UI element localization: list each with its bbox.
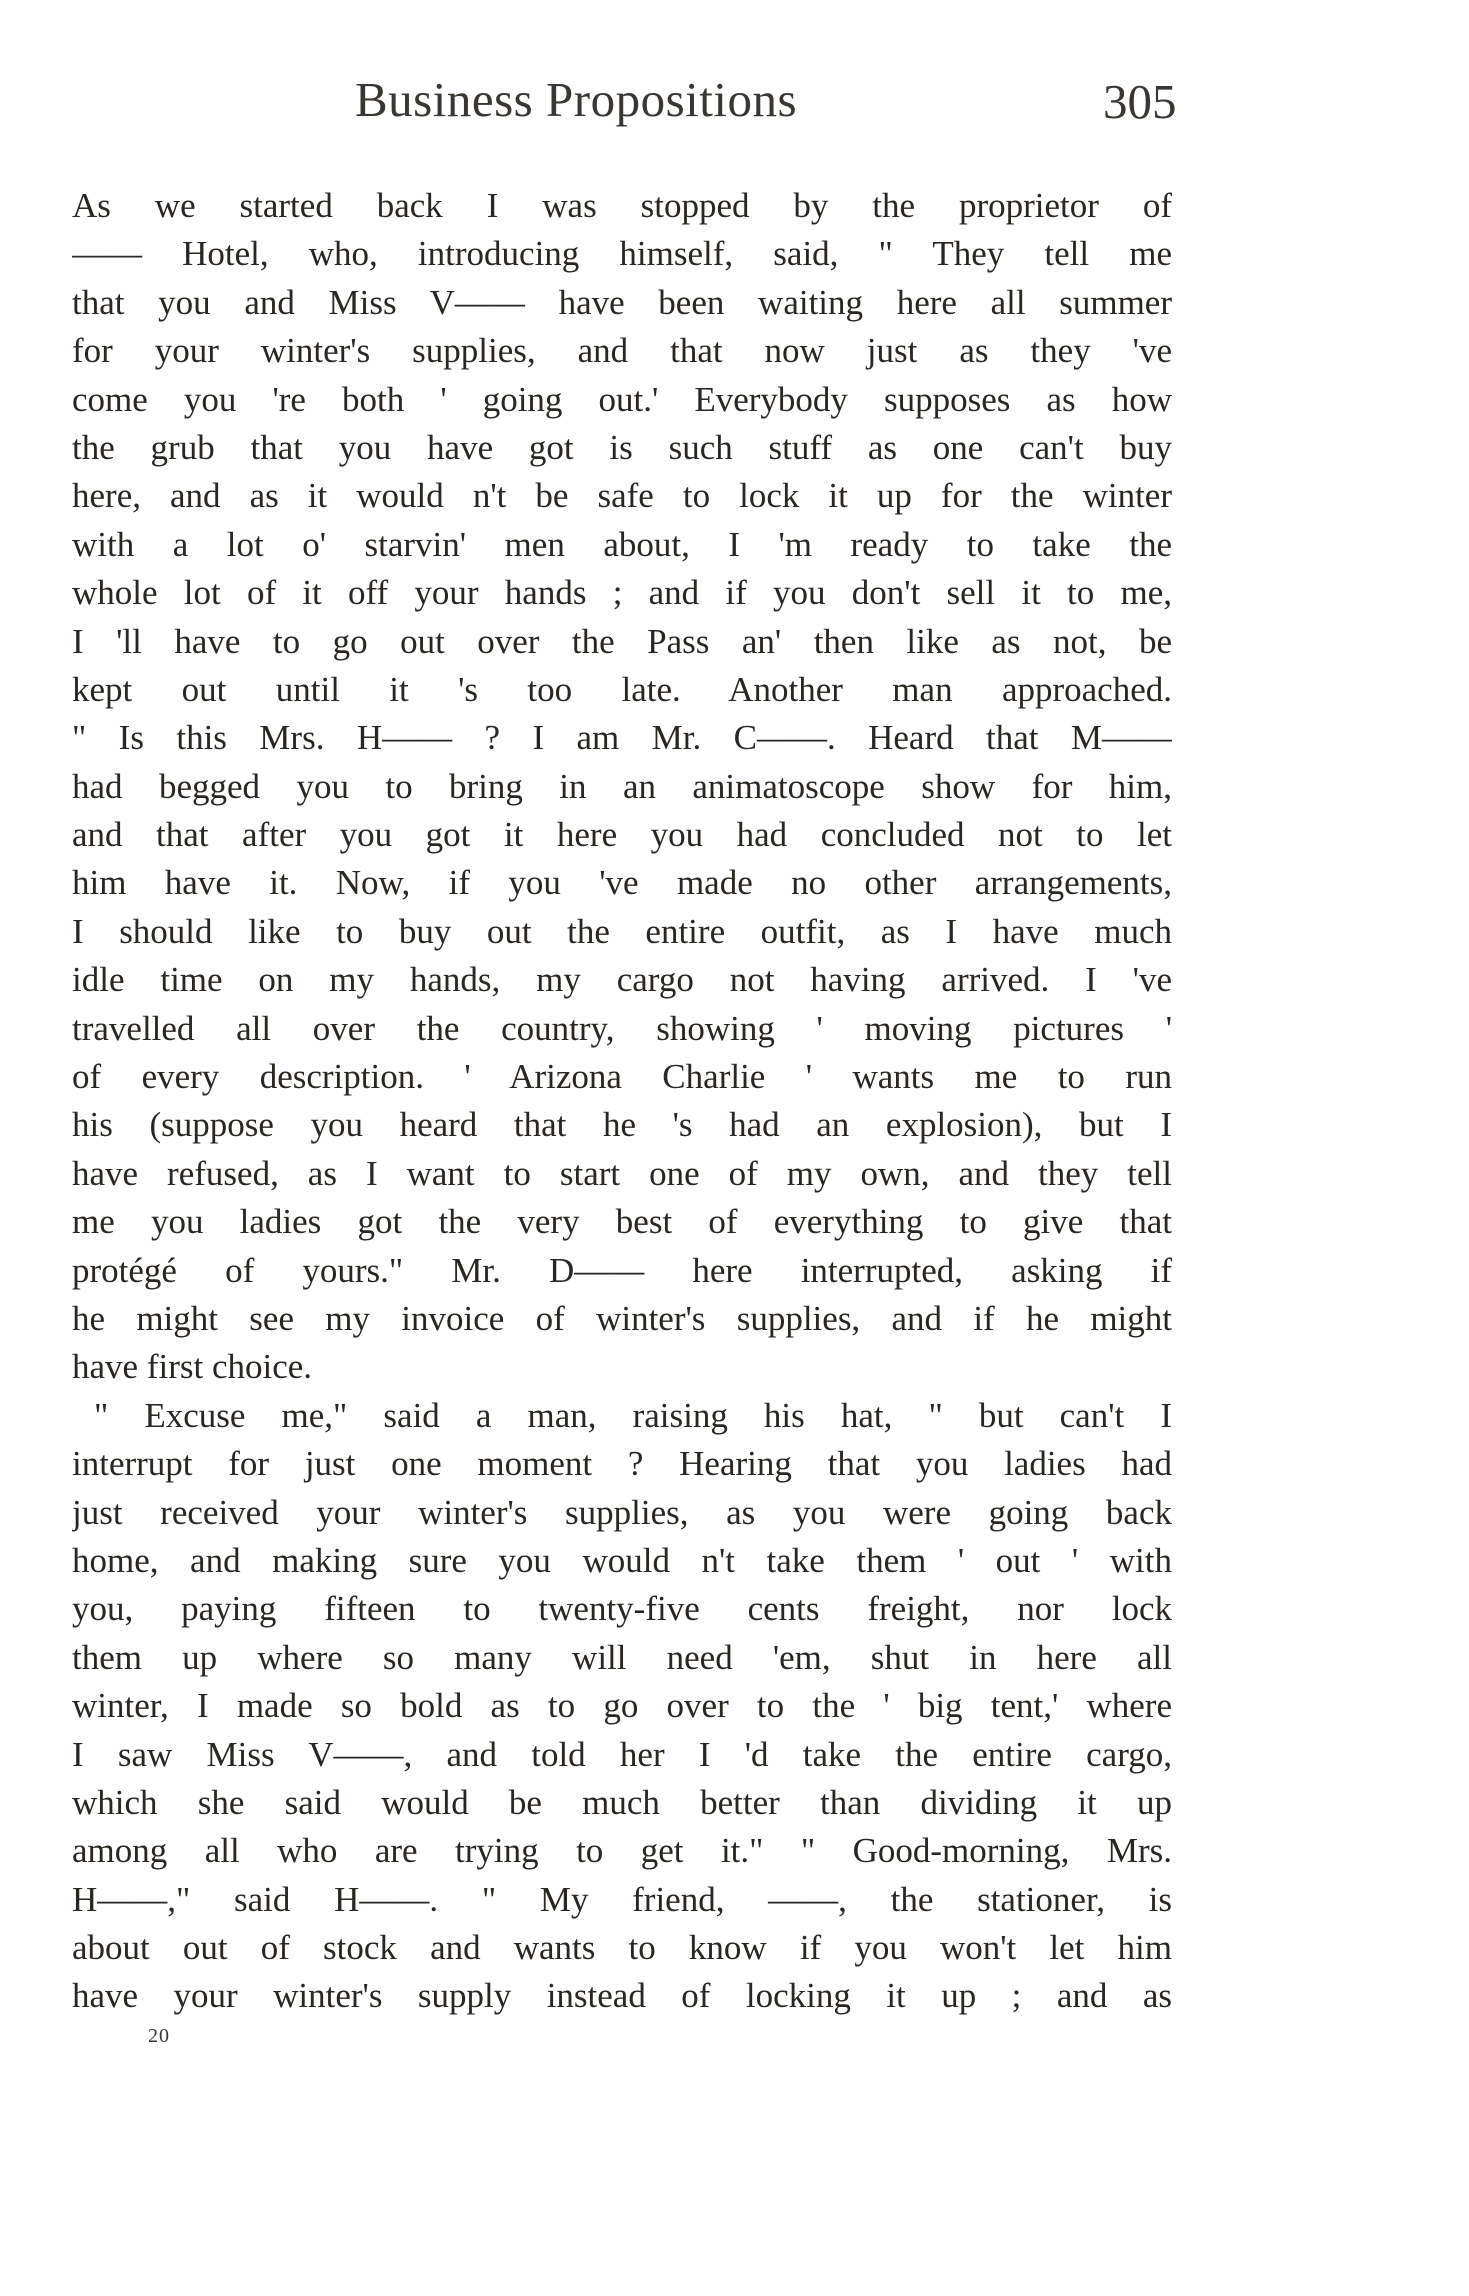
text-line: here, and as it would n't be safe to lock it up for the winter — [72, 476, 1172, 516]
text-line: he might see my invoice of winter's supplies, and if he might — [72, 1298, 1172, 1338]
text-line: have first choice. — [72, 1347, 313, 1387]
text-line: among all who are trying to get it." " Good-morning, Mrs. — [72, 1831, 1172, 1871]
text-line: home, and making sure you would n't take them ' out ' with — [72, 1540, 1172, 1580]
text-line: —— Hotel, who, introducing himself, said, " They tell me — [72, 234, 1172, 274]
text-line: his (suppose you heard that he 's had an explosion), but I — [72, 1105, 1172, 1145]
text-line: protégé of yours." Mr. D—— here interrupted, asking if — [72, 1250, 1172, 1290]
text-line: which she said would be much better than dividing it up — [72, 1782, 1172, 1822]
text-line: him have it. Now, if you 've made no other arrangements, — [72, 863, 1172, 903]
body-text — [72, 182, 1172, 2021]
text-line: I should like to buy out the entire outfit, as I have much — [72, 911, 1172, 951]
text-line: for your winter's supplies, and that now just as they 've — [72, 331, 1172, 371]
text-line: interrupt for just one moment ? Hearing that you ladies had — [72, 1444, 1172, 1484]
text-line: and that after you got it here you had concluded not to let — [72, 815, 1172, 855]
text-line: come you 're both ' going out.' Everybody supposes as how — [72, 379, 1172, 419]
text-line: whole lot of it off your hands ; and if you don't sell it to me, — [72, 573, 1172, 613]
text-line: idle time on my hands, my cargo not having arrived. I 've — [72, 960, 1172, 1000]
text-line: kept out until it 's too late. Another man approached. — [72, 669, 1172, 709]
text-line: I 'll have to go out over the Pass an' then like as not, be — [72, 621, 1172, 661]
text-line: just received your winter's supplies, as you were going back — [72, 1492, 1172, 1532]
text-line: winter, I made so bold as to go over to the ' big tent,' where — [72, 1686, 1172, 1726]
text-line: me you ladies got the very best of everything to give that — [72, 1202, 1172, 1242]
text-line: H——," said H——. " My friend, ——, the stationer, is — [72, 1879, 1172, 1919]
text-line: you, paying fifteen to twenty-five cents freight, nor lock — [72, 1589, 1172, 1629]
text-line: with a lot o' starvin' men about, I 'm ready to take the — [72, 524, 1172, 564]
signature-mark: 20 — [148, 2025, 170, 2047]
text-line: of every description. ' Arizona Charlie ' wants me to run — [72, 1057, 1172, 1097]
text-line: have refused, as I want to start one of my own, and they tell — [72, 1153, 1172, 1193]
text-line: have your winter's supply instead of locking it up ; and as — [72, 1976, 1172, 2016]
page-number: 305 — [1103, 74, 1177, 129]
running-title: Business Propositions — [355, 72, 798, 127]
text-line: that you and Miss V—— have been waiting here all summer — [72, 282, 1172, 322]
text-line: " Is this Mrs. H—— ? I am Mr. C——. Heard that M—— — [72, 718, 1172, 758]
text-line: " Excuse me," said a man, raising his hat, " but can't I — [94, 1395, 1172, 1435]
text-line: the grub that you have got is such stuff as one can't buy — [72, 427, 1172, 467]
text-line: I saw Miss V——, and told her I 'd take the entire cargo, — [72, 1734, 1172, 1774]
text-line: them up where so many will need 'em, shut in here all — [72, 1637, 1172, 1677]
text-line: travelled all over the country, showing ' moving pictures ' — [72, 1008, 1172, 1048]
text-line: about out of stock and wants to know if you won't let him — [72, 1928, 1172, 1968]
text-line: As we started back I was stopped by the proprietor of — [72, 186, 1172, 225]
text-line: had begged you to bring in an animatoscope show for him, — [72, 766, 1172, 806]
